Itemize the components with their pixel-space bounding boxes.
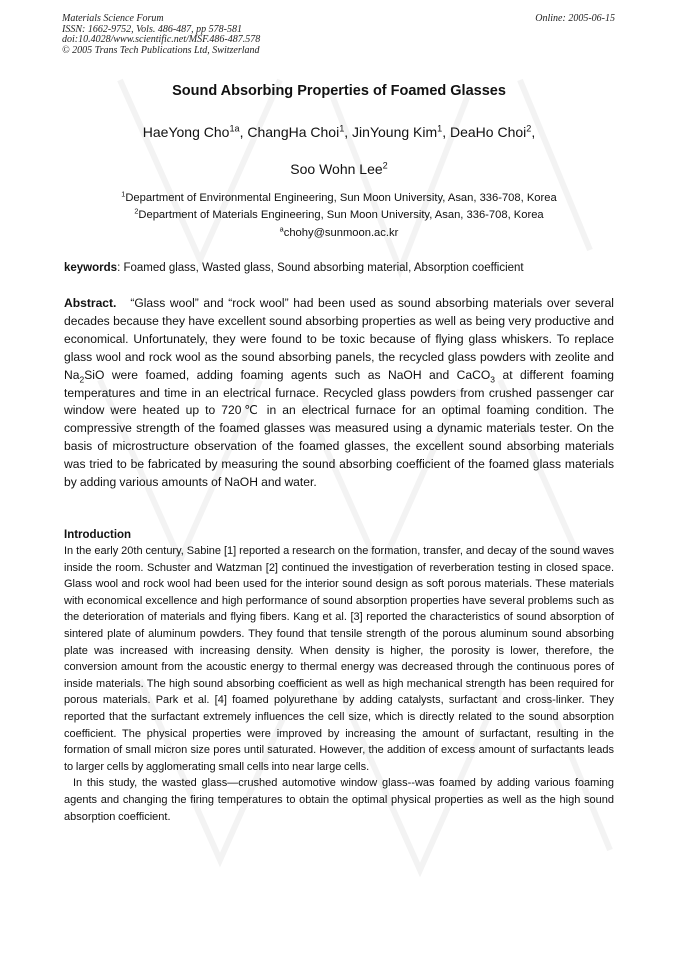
affiliation-text: Department of Environmental Engineering, Sun Moon University, Asan, 336-708, Korea [125,192,557,204]
journal-header [62,14,260,56]
paragraph: In this study, the wasted glass—crushed automotive window glass--was foamed by adding various foaming agents and changing the firing temperatures to obtain the optimal physical properties as well as the high sound absorption coefficient. [64,777,614,823]
journal-doi: doi:10.4028/www.scientific.net/MSF.486-487.578 [62,34,261,46]
author-sep: , [531,124,536,140]
subscript: 2 [79,374,85,385]
authors-line-2 [0,160,678,178]
author-sup: 1 [437,123,443,134]
author-sup: 1 [339,123,345,134]
author-name: HaeYong Cho [142,124,230,140]
journal-copyright: © 2005 Trans Tech Publications Ltd, Switzerland [62,44,260,56]
keywords-text: : Foamed glass, Wasted glass, Sound absorbing material, Absorption coefficient [117,262,524,274]
journal-issn: ISSN: 1662-9752, Vols. 486-487, pp 578-581 [62,23,242,35]
online-date: Online: 2005-06-15 [535,13,615,24]
abstract-label: Abstract. [64,296,117,310]
abstract-text: SiO were foamed, adding foaming agents such as NaOH and CaCO [84,367,491,382]
author-sep: , [239,124,248,140]
author-name: JinYoung Kim [352,124,438,140]
paper-title: Sound Absorbing Properties of Foamed Glasses [172,83,506,99]
keywords [64,261,616,275]
email-text: chohy@sunmoon.ac.kr [283,227,399,239]
keywords-label: keywords [64,262,118,274]
author-sep: , [442,124,450,140]
author-sep: , [344,124,353,140]
introduction-body [64,543,614,825]
affiliation-text: Department of Materials Engineering, Sun Moon University, Asan, 336-708, Korea [138,209,544,221]
subscript: 3 [490,374,495,385]
abstract-text: “Glass wool” and “rock wool” had been used as sound absorbing materials over several decades because they have excellent sound absorbing properties as well as being very productive and economical. Unfortunately, they were found to be toxic because of flying glass whiskers. To replace glass wool and rock wool as the sound absorbing panels, the recycled glass powders with zeolite and Na [64,296,614,382]
affiliation-sup: 1 [121,189,126,199]
author-name: DeaHo Choi [449,124,527,140]
affiliation-sup: 2 [134,206,139,216]
author-email [0,226,678,240]
affiliation-1 [0,191,678,205]
journal-name: Materials Science Forum [62,13,164,24]
author-sup: 2 [382,160,388,171]
abstract [64,295,614,492]
author-sup: 2 [526,123,532,134]
section-heading-introduction: Introduction [64,529,132,541]
paragraph: In the early 20th century, Sabine [1] reported a research on the formation, transfer, and decay of the sound waves inside the room. Schuster and Watzman [2] continued the investigation of reverberation testing in closed space. Glass wool and rock wool had been used for the interior sound design as soft porous materials. These materials with economical excellence and high performance of sound absorption properties have several problems such as the deterioration of materials and flying fibers. Kang et al. [3] reported the characteristics of sound absorption of sintered plate of aluminum powders. They found that tensile strength of the porous aluminum sound absorbing plate was increased with increasing density. When density is higher, the porosity is lower, therefore, the conversion amount from the acoustic energy to thermal energy was decreased through the continuous pores of inside materials. The high sound absorbing coefficient as well as high mechanical strength has been required for porous materials. Park et al. [4] foamed polyurethane by adding catalysts, surfactant and cross-linker. They reported that the surfactant extremely influences the cell size, which is directly related to the sound absorption coefficient. The physical properties were improved by increasing the amount of surfactant, resulting in the formation of small micron size pores until saturated. However, the addition of excess amount of surfactants leads to larger cells by agglomerating small cells into near large cells. [64,545,614,773]
author-name: Soo Wohn Lee [290,161,383,177]
authors-line-1 [0,123,678,141]
author-sup: 1a [229,123,240,134]
email-sup: a [279,224,284,234]
author-name: ChangHa Choi [247,124,340,140]
affiliation-2 [0,208,678,222]
abstract-text: at different foaming temperatures and time in an electrical furnace. Recycled glass powders from crushed passenger car window were heated up to 720℃ in an electrical furnace for an optimal foaming condition. The compressive strength of the foamed glasses was measured using a dynamic materials tester. On the basis of microstructure observation of the foamed glasses, the excellent sound absorbing materials was tried to be fabricated by measuring the sound absorbing coefficient of the foamed glass materials by adding various amounts of NaOH and water. [64,367,614,490]
